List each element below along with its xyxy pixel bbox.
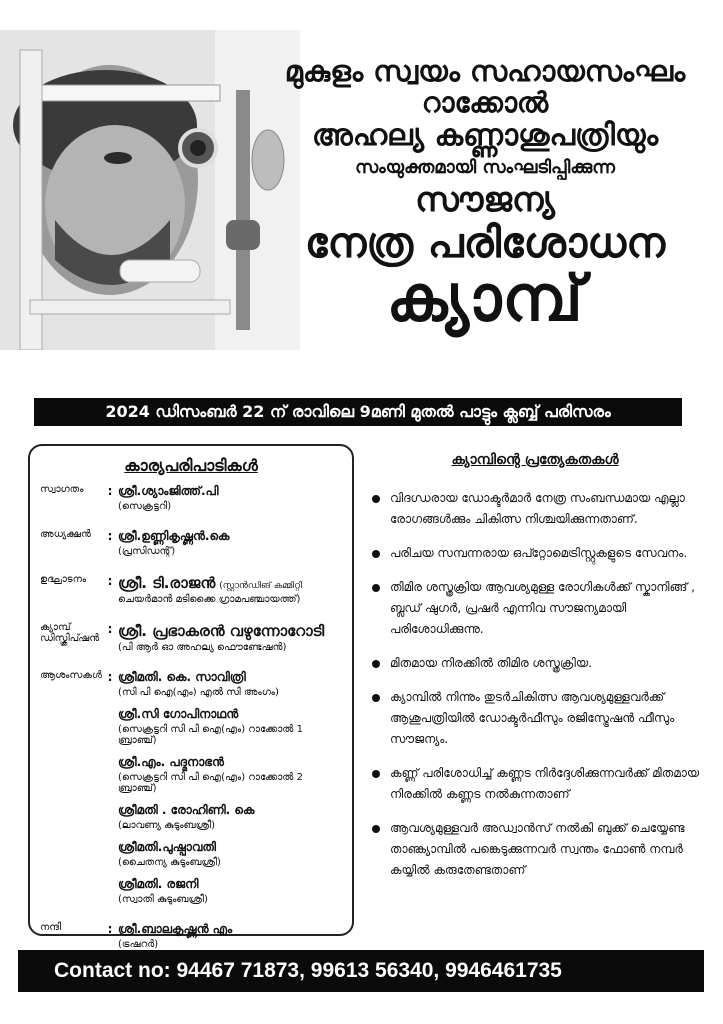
person-designation: (ചൈതന്യ കുടുംബശ്രീ) <box>118 857 221 868</box>
person-name-text: ശ്രീ.ബാലകൃഷ്ണൻ എം <box>118 922 233 936</box>
feature-text: മിതമായ നിരക്കിൽ തിമിര ശസ്ത്രക്രിയ. <box>390 656 592 670</box>
program-people <box>118 670 342 914</box>
person-entry <box>118 670 342 698</box>
person-name <box>118 622 342 640</box>
program-row <box>40 622 342 662</box>
program-box <box>28 444 354 950</box>
bullet-icon <box>372 550 380 558</box>
person-name <box>118 803 342 818</box>
program-role: നന്ദി <box>40 922 62 933</box>
program-role: അധ്യക്ഷൻ <box>40 529 91 540</box>
person-name <box>118 574 342 592</box>
features-list <box>370 488 700 881</box>
person-entry <box>118 840 342 868</box>
feature-item <box>370 653 700 674</box>
person-entry <box>118 574 342 605</box>
person-designation: (സി പി ഐ(എം) എൽ സി അംഗം) <box>118 687 279 698</box>
person-designation: ചെയർമാൻ മടിക്കൈ ഗ്രാമപഞ്ചായത്ത്) <box>118 594 301 605</box>
eye-exam-illustration <box>0 30 300 350</box>
bullet-icon <box>372 825 380 833</box>
person-entry <box>118 803 342 831</box>
feature-item <box>370 687 700 750</box>
program-people <box>118 622 342 662</box>
person-designation: (സെക്രട്ടറി) <box>118 501 172 512</box>
program-row <box>40 529 342 566</box>
person-name <box>118 484 342 499</box>
person-name-text: ശ്രീമതി. രജനി <box>118 877 199 891</box>
feature-item <box>370 577 700 640</box>
person-designation: (ലാവണ്യ കുടുംബശ്രീ) <box>118 820 216 831</box>
features-title: ക്യാമ്പിന്റെ പ്രത്യേകതകൾ <box>451 452 619 468</box>
free-text: സൗജന്യ <box>415 179 555 220</box>
hospital-name: അഹല്യ കണ്ണാശുപത്രിയും <box>311 117 659 153</box>
camp-title: ക്യാമ്പ് <box>386 261 584 336</box>
date-venue-bar: 2024 ഡിസംബർ 22 ന് രാവിലെ 9മണി മുതൽ പാട്ടും ക്ലബ്ബ് പരിസരം <box>34 398 682 426</box>
person-title-extra: (സ്റ്റാൻഡിങ് കമ്മിറ്റി <box>219 581 303 591</box>
person-name <box>118 707 342 722</box>
person-name-text: ശ്രീ.ശ്യാംജിത്ത്.പി <box>118 484 219 498</box>
person-entry <box>118 529 342 557</box>
feature-text: ക്യാമ്പിൽ നിന്നും തുടർചികിത്സ ആവശ്യമുള്ളവർക്ക് ആശുപത്രിയിൽ ഡോക്ടർഫീസും രജിസ്ട്രേഷൻ ഫീസും സൗജന്യം. <box>390 690 675 746</box>
organizer-name: മുകുളം സ്വയം സഹായസംഘം <box>284 54 686 88</box>
person-entry <box>118 755 342 794</box>
person-name <box>118 755 342 770</box>
program-role: ആശംസകൾ <box>40 670 102 681</box>
person-entry <box>118 484 342 512</box>
person-designation: (ട്രഷറർ) <box>118 939 159 950</box>
contact-bar: Contact no: 94467 71873, 99613 56340, 9946461735 <box>18 950 704 992</box>
colon-separator: : <box>107 670 113 684</box>
feature-item <box>370 543 700 564</box>
person-name <box>118 877 342 892</box>
program-list <box>40 484 342 959</box>
program-row <box>40 670 342 914</box>
person-name-text: ശ്രീ.എം. പദ്മനാഭൻ <box>118 755 224 769</box>
program-role: ക്യാമ്പ് ഡിസ്ക്രിപ്ഷൻ <box>40 622 100 644</box>
person-name-text: ശ്രീമതി. കെ. സാവിത്രി <box>118 670 246 684</box>
person-entry <box>118 922 342 950</box>
bullet-icon <box>372 495 380 503</box>
bullet-icon <box>372 770 380 778</box>
person-entry <box>118 707 342 746</box>
features-column <box>370 452 700 894</box>
organizer-place: റാക്കോൽ <box>421 86 549 120</box>
colon-separator: : <box>107 622 113 636</box>
feature-item <box>370 818 700 881</box>
person-name-text: ശ്രീ. ടി.രാജൻ <box>118 574 216 592</box>
program-people <box>118 484 342 521</box>
person-designation: (പി ആർ ഓ അഹല്യ ഫൌണ്ടേഷൻ) <box>118 642 287 653</box>
program-row <box>40 574 342 614</box>
bullet-icon <box>372 660 380 668</box>
hero-photo-eye-exam <box>0 30 300 350</box>
person-entry <box>118 877 342 905</box>
person-name-text: ശ്രീ. പ്രഭാകരൻ വഴുന്നോറോടി <box>118 622 325 640</box>
program-role: സ്വാഗതം <box>40 484 84 495</box>
program-people <box>118 574 342 614</box>
person-name-text: ശ്രീമതി . രോഹിണി. കെ <box>118 803 255 817</box>
colon-separator: : <box>107 574 113 588</box>
person-name <box>118 529 342 544</box>
person-designation: (പ്രസിഡന്റ്) <box>118 546 176 557</box>
person-name <box>118 670 342 685</box>
feature-item <box>370 488 700 530</box>
person-designation: (സെക്രട്ടറി സി പി ഐ(എം) റാക്കോൽ 2 ബ്രാഞ്ച്) <box>118 772 303 794</box>
person-designation: (സ്വാതി കുടുംബശ്രീ) <box>118 894 208 905</box>
person-name-text: ശ്രീമതി.പുഷ്പാവതി <box>118 840 216 854</box>
feature-text: വിദഗ്ധരായ ഡോക്ടർമാർ നേത്ര സംബന്ധമായ എല്ലാ രോഗങ്ങൾക്കും ചികിത്സ നിശ്ചയിക്കുന്നതാണ്. <box>390 491 685 526</box>
person-name-text: ശ്രീ.സി ഗോപിനാഥൻ <box>118 707 239 721</box>
program-row <box>40 484 342 521</box>
colon-separator: : <box>107 922 113 936</box>
feature-text: ആവശ്യമുള്ളവർ അഡ്വാൻസ് നൽകി ബുക്ക് ചെയ്യേണ്ട താണ്ക്യാമ്പിൽ പങ്കെടുക്കുന്നവർ സ്വന്തം ഫോൺ നമ്പർ കയ്യിൽ കരുതേണ്ടതാണ് <box>390 821 685 877</box>
person-name <box>118 922 342 937</box>
bullet-icon <box>372 584 380 592</box>
program-people <box>118 529 342 566</box>
colon-separator: : <box>107 529 113 543</box>
jointly-organized-text: സംയുക്തമായി സംഘടിപ്പിക്കുന്ന <box>355 157 615 179</box>
person-designation: (സെക്രട്ടറി സി പി ഐ(എം) റാക്കോൽ 1 ബ്രാഞ്ച്) <box>118 724 303 746</box>
eye-checkup-text: നേത്ര പരിശോധന <box>304 217 666 267</box>
person-name <box>118 840 342 855</box>
feature-text: കണ്ണ് പരിശോധിച്ച് കണ്ണട നിർദ്ദേശിക്കുന്നവർക്ക് മിതമായ നിരക്കിൽ കണ്ണട നൽകുന്നതാണ് <box>390 766 700 801</box>
colon-separator: : <box>107 484 113 498</box>
person-name-text: ശ്രീ.ഉണ്ണികൃഷ്ണൻ.കെ <box>118 529 230 543</box>
program-title: കാര്യപരിപാടികൾ <box>124 456 258 475</box>
feature-item <box>370 763 700 805</box>
bullet-icon <box>372 694 380 702</box>
program-role: ഉദ്ഘാടനം <box>40 574 87 585</box>
feature-text: പരിചയ സമ്പന്നരായ ഒപ്റ്റോമെട്രിസ്റ്റുകളുടെ സേവനം. <box>390 546 688 560</box>
headline-block <box>260 54 710 336</box>
person-entry <box>118 622 342 653</box>
feature-text: തിമിര ശസ്ത്രക്രിയ ആവശ്യമുള്ള രോഗികൾക്ക് സ്കാനിങ്ങ് , ബ്ലഡ് ഷുഗർ, പ്രഷർ എന്നിവ സൗജന്യമായി പരിശോധിക്കുന്നു. <box>390 580 695 636</box>
